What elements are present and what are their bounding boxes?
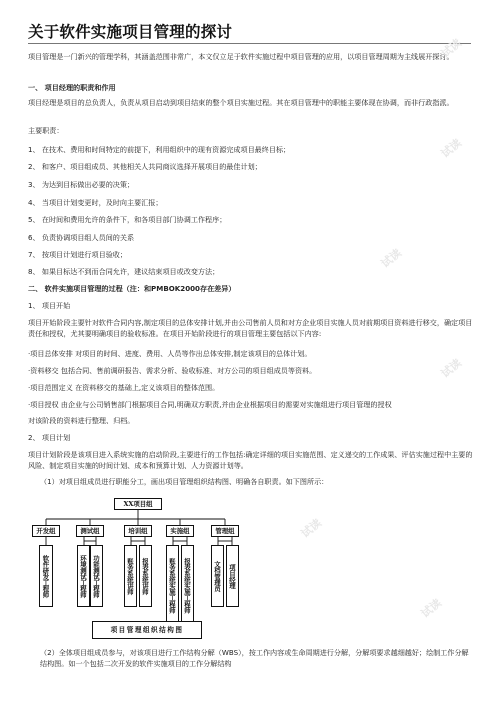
org-group-training: 培训组	[124, 525, 152, 537]
duty-item: 1、 在技术、费用和时间特定的前提下，利用组织中的现有资源完成项目最终目标；	[28, 145, 291, 154]
subsection-1-item: 对该阶段的资料进行整理、归档。	[28, 416, 135, 425]
duty-item: 2、 和客户、项目组成员、其他相关人共同商议选择开展项目的最佳计划；	[28, 162, 262, 171]
subsection-2-item-1: （1）对项目组成员进行职能分工，画出项目管理组织结构图、明确各自职责。如下图所示：	[40, 477, 329, 486]
org-chart-caption: 项目管理组织结构图	[92, 621, 202, 639]
org-role-box: 文档管理员	[211, 545, 224, 607]
org-root-box: XX项目组	[114, 498, 162, 510]
document-title: 关于软件实施项目管理的探讨	[28, 23, 233, 41]
duty-item: 4、 当项目计划变更时，及时向主要汇报；	[28, 198, 163, 207]
org-role-box: 账务系统实施工程师	[166, 545, 179, 625]
duty-item: 3、 为达到目标做出必要的决策；	[28, 180, 135, 189]
org-role-box: 报表系统讲师	[139, 545, 152, 607]
section-2-heading: 二、 软件实施项目管理的过程（注：和PMBOK2000存在差异）	[28, 284, 236, 293]
org-chart	[28, 493, 238, 643]
org-role-box: 报表系统实施工程师	[181, 545, 194, 625]
duty-item: 8、 如果目标达不到而合同允许，建议结束项目或改变方法；	[28, 267, 220, 276]
subsection-1-item: ·项目授权 由企业与公司销售部门根据项目合同,明确双方职责,并由企业根据项目的需要对实施组进行项目管理的授权	[28, 400, 392, 409]
duty-item: 5、 在时间和费用允许的条件下，和各项目部门协调工作程序；	[28, 215, 227, 224]
intro-paragraph: 项目管理是一门新兴的管理学科，其涵盖范围非常广，本文仅立足于软件实施过程中项目管理的应用，以项目管理周期为主线展开探讨。	[28, 52, 454, 61]
org-group-dev: 开发组	[32, 525, 60, 537]
org-role-box: 环境测试工程师	[77, 545, 90, 607]
org-role-box: 功能测试工程师	[90, 545, 103, 607]
watermark: 试读	[438, 36, 464, 61]
watermark: 试读	[438, 356, 464, 381]
watermark: 试读	[298, 516, 324, 541]
subsection-1-item: ·项目范围定义 在资料移交的基础上,定义该项目的整体范围。	[28, 383, 220, 392]
section-1-paragraph: 项目经理是项目的总负责人，负责从项目启动到项目结束的整个项目实施过程。其在项目管理中的职能主要体现在协调，而非行政指派。	[28, 98, 454, 107]
watermark: 试读	[378, 246, 404, 271]
watermark: 试读	[438, 136, 464, 161]
section-1-heading: 一、 项目经理的职责和作用	[28, 83, 116, 92]
watermark: 试读	[418, 596, 444, 621]
title-divider	[28, 43, 471, 44]
subsection-2-item-2: （2）全体项目组成员参与，对该项目进行工作结构分解（WBS），按工作内容或生命周期进行分解，分解项要求越细越好；绘制工作分解结构图。如一个包括二次开发的软件实施项目的工作分解结构	[40, 648, 469, 668]
subsection-1-item: ·项目总体安排 对项目的时间、进度、费用、人员等作出总体安排,制定该项目的总体计划。	[28, 349, 312, 358]
org-role-box: 账务系统讲师	[124, 545, 137, 607]
org-group-test: 测试组	[76, 525, 104, 537]
duty-item: 6、 负责协调项目组人员间的关系	[28, 233, 135, 242]
duties-label: 主要职责：	[28, 126, 64, 135]
subsection-2-paragraph: 项目计划阶段是该项目进入系统实施的启动阶段,主要进行的工作包括:确定详细的项目实施范围、定义递交的工作成果、评估实施过程中主要的风险、制定项目实施的时间计划、成本和预算计划、人力资源计划等。	[28, 450, 473, 470]
subsection-1-item: ·资料移交 包括合同、售前调研报告、需求分析、验收标准、对方公司的项目组成员等资料。	[28, 366, 317, 375]
org-group-implementation: 实施组	[166, 525, 194, 537]
subsection-2-heading: 2、 项目计划	[28, 433, 71, 442]
subsection-1-heading: 1、 项目开始	[28, 301, 71, 310]
duty-item: 7、 按项目计划进行项目验收；	[28, 250, 127, 259]
subsection-1-paragraph: 项目开始阶段主要针对软件合同内容,制定项目的总体安排计划,并由公司售前人员和对方企业项目实施人员对前期项目资料进行移交，确定项目责任和授权，尤其要明确项目的验收标准。在项目开始阶段进行的项目管理主要包括以下内容:	[28, 318, 473, 338]
org-role-box: 项目经理	[226, 545, 239, 607]
org-group-management: 管理组	[211, 525, 239, 537]
org-role-box: 软件研发工程师	[39, 545, 53, 607]
